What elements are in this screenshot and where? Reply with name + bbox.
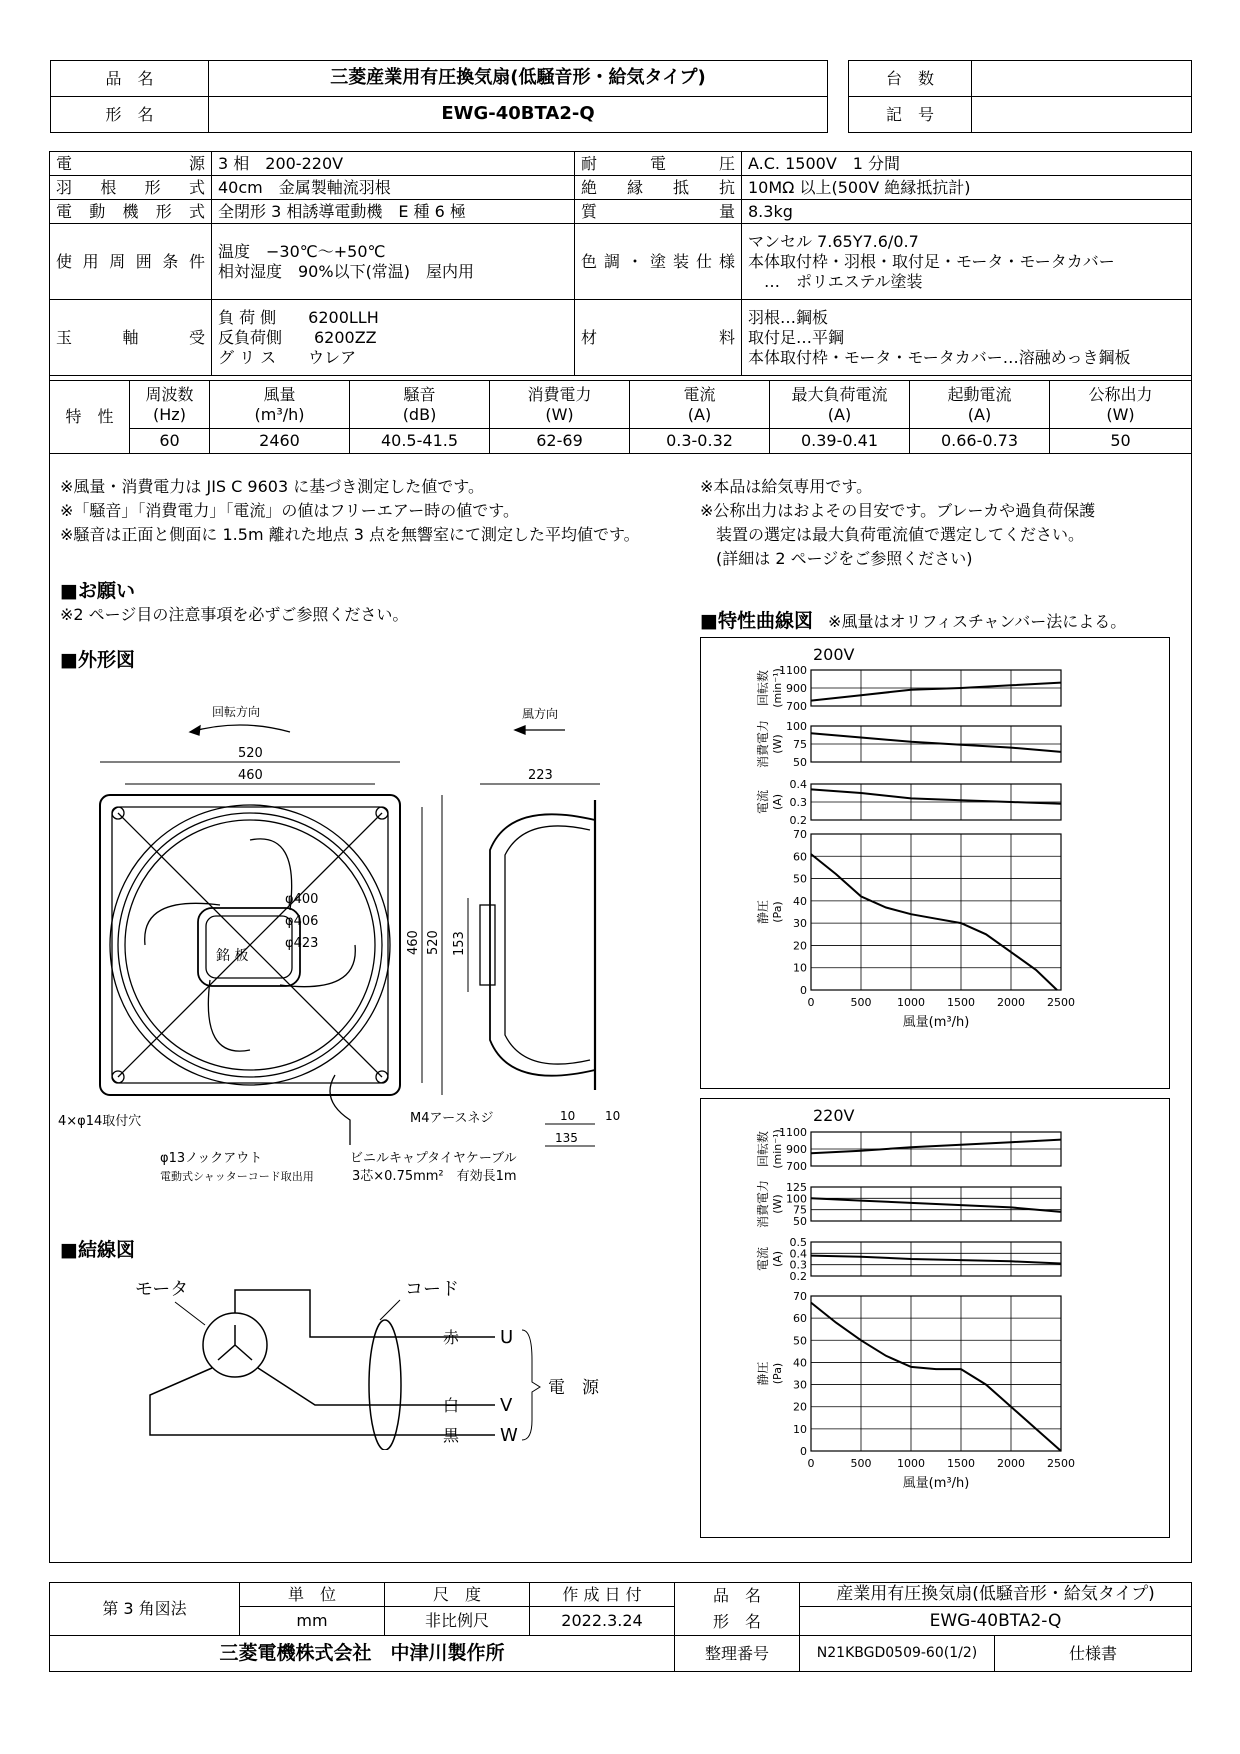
dim-135: 135 xyxy=(555,1131,578,1145)
footer-model-label: 形 名 xyxy=(712,1612,761,1631)
env-label: 使用周囲条件 xyxy=(50,224,212,300)
date-value: 2022.3.24 xyxy=(530,1607,675,1636)
holes-label: 4×φ14取付穴 xyxy=(58,1114,142,1129)
curve-note: ※風量はオリフィスチャンバー法による。 xyxy=(828,612,1127,631)
dim-153: 153 xyxy=(452,931,467,956)
x-tick-label: 1000 xyxy=(897,1457,925,1470)
y-axis-unit: (A) xyxy=(771,1250,784,1268)
char-header: 周波数 (Hz) xyxy=(130,381,210,429)
bearing-line: グ リ ス ウレア xyxy=(218,347,357,367)
dim-d423: φ423 xyxy=(285,936,319,951)
cable xyxy=(330,1075,350,1145)
x-tick-label: 1500 xyxy=(947,996,975,1009)
y-tick-label: 900 xyxy=(786,682,807,695)
footer-product-label: 品 名 xyxy=(712,1586,761,1605)
doc-type: 仕様書 xyxy=(995,1636,1192,1672)
characteristics-label: 特 性 xyxy=(50,381,130,454)
env-line: 相対湿度 90%以下(常温) 屋内用 xyxy=(218,261,475,281)
y-axis-label: 静圧 xyxy=(756,899,770,925)
chart-200v xyxy=(701,638,1169,1088)
chart-title: 220V xyxy=(813,1106,855,1125)
dim-v520: 520 xyxy=(426,930,441,955)
projection: 第 3 角図法 xyxy=(50,1583,240,1636)
char-value: 2460 xyxy=(210,429,350,454)
outline-drawing xyxy=(50,680,690,1200)
dim-223: 223 xyxy=(528,768,553,783)
y-axis-unit: (W) xyxy=(771,1194,784,1214)
x-tick-label: 2000 xyxy=(997,1457,1025,1470)
x-tick-label: 500 xyxy=(850,1457,872,1470)
y-axis-unit: (Pa) xyxy=(771,1362,784,1385)
material-value xyxy=(742,300,1192,376)
y-tick-label: 0.4 xyxy=(789,778,807,791)
header-table xyxy=(50,60,828,133)
chart-frame-220v xyxy=(700,1098,1170,1538)
insulation-label: 絶縁抵抗 xyxy=(575,176,742,200)
y-tick-label: 0.3 xyxy=(789,1258,807,1272)
y-axis-label: 電流 xyxy=(756,1246,770,1272)
char-header: 消費電力 (W) xyxy=(490,381,630,429)
u-label: U xyxy=(500,1327,514,1348)
note-line: ※「騒音」「消費電力」「電流」の値はフリーエアー時の値です。 xyxy=(60,501,520,520)
rotation-arrow xyxy=(190,725,290,732)
qty-table xyxy=(848,60,1192,133)
y-tick-label: 0.3 xyxy=(789,796,807,809)
knockout-note: 電動式シャッターコード取出用 xyxy=(160,1170,314,1183)
plot-frame xyxy=(811,834,1061,990)
wind-arrow-head xyxy=(515,726,525,734)
char-header: 起動電流 (A) xyxy=(910,381,1050,429)
outline-title: ■外形図 xyxy=(60,649,135,671)
dim-v460: 460 xyxy=(406,930,421,955)
ref-value: N21KBGD0509-60(1/2) xyxy=(800,1636,995,1672)
notes-right xyxy=(700,475,1095,571)
scale-label: 尺 度 xyxy=(385,1583,530,1607)
wiring-diagram xyxy=(120,1270,640,1450)
bearing-label: 玉軸受 xyxy=(50,300,212,376)
cable-spec: 3芯×0.75mm² 有効長1m xyxy=(352,1169,517,1184)
black-label: 黒 xyxy=(443,1426,460,1445)
qty-label: 台 数 xyxy=(849,61,972,97)
characteristics-table xyxy=(49,380,1192,454)
side-motor xyxy=(480,905,495,985)
motor-label: 電動機形式 xyxy=(50,200,212,224)
y-tick-label: 50 xyxy=(793,1215,807,1228)
y-tick-label: 70 xyxy=(793,1290,807,1303)
v-label: V xyxy=(500,1395,513,1416)
series-line xyxy=(811,1140,1061,1154)
dim-d406: φ406 xyxy=(285,914,319,929)
notes-left xyxy=(60,475,640,547)
wire-v xyxy=(258,1368,495,1405)
motor-cover-inner xyxy=(206,916,292,978)
y-tick-label: 10 xyxy=(793,1422,807,1436)
wiring-title: ■結線図 xyxy=(60,1239,135,1261)
earth-label: M4アースネジ xyxy=(410,1111,494,1126)
cable-label: ビニルキャプタイヤケーブル xyxy=(350,1151,517,1166)
y-tick-label: 70 xyxy=(793,828,807,841)
note-line: ※公称出力はおよその目安です。ブレーカや過負荷保護 xyxy=(700,501,1096,520)
cord-label: コード xyxy=(405,1279,459,1300)
x-tick-label: 1500 xyxy=(947,1457,975,1470)
spec-table xyxy=(49,151,1192,376)
char-header: 最大負荷電流 (A) xyxy=(770,381,910,429)
bearing-value xyxy=(212,300,575,376)
color-value xyxy=(742,224,1192,300)
char-value: 50 xyxy=(1050,429,1192,454)
x-tick-label: 1000 xyxy=(897,996,925,1009)
char-value: 0.3-0.32 xyxy=(630,429,770,454)
y-tick-label: 50 xyxy=(793,1334,807,1348)
x-tick-label: 2500 xyxy=(1047,1457,1075,1470)
motor-value: 全閉形 3 相誘導電動機 E 種 6 極 xyxy=(212,200,575,224)
y-tick-label: 1100 xyxy=(779,1126,807,1139)
note-line: ※本品は給気専用です。 xyxy=(700,477,873,496)
y-tick-label: 60 xyxy=(793,1312,807,1326)
y-axis-label: 電流 xyxy=(756,789,770,815)
blade-value: 40cm 金属製軸流羽根 xyxy=(212,176,575,200)
note-line: (詳細は 2 ページをご参照ください) xyxy=(700,549,973,568)
power-brace xyxy=(522,1330,540,1440)
char-value: 60 xyxy=(130,429,210,454)
y-tick-label: 125 xyxy=(786,1181,807,1194)
y-axis-unit: (Pa) xyxy=(771,901,784,923)
curve-heading xyxy=(700,606,1126,633)
note-line: ※騒音は正面と側面に 1.5m 離れた地点 3 点を無響室にて測定した平均値です。 xyxy=(60,525,640,544)
ref-label: 整理番号 xyxy=(675,1636,800,1672)
y-axis-label: 消費電力 xyxy=(756,1179,770,1229)
y-axis-unit: (A) xyxy=(771,793,784,811)
mark-label: 記 号 xyxy=(849,97,972,133)
series-line xyxy=(811,854,1057,990)
nameplate-label: 銘 板 xyxy=(216,948,249,964)
y-tick-label: 75 xyxy=(793,1203,807,1217)
y-axis-unit: (W) xyxy=(771,734,784,754)
power-label: 電 源 xyxy=(548,1378,599,1398)
color-line: 本体取付枠・羽根・取付足・モータ・モータカバー xyxy=(748,251,1115,271)
mass-label: 質量 xyxy=(575,200,742,224)
unit-label: 単 位 xyxy=(240,1583,385,1607)
product-label: 品 名 xyxy=(51,61,209,97)
scale-value: 非比例尺 xyxy=(385,1607,530,1636)
material-line: 本体取付枠・モータ・モータカバー…溶融めっき鋼板 xyxy=(748,347,1131,367)
y-axis-unit: (min⁻¹) xyxy=(771,668,784,708)
dim-520: 520 xyxy=(238,746,263,761)
char-value: 0.66-0.73 xyxy=(910,429,1050,454)
y-tick-label: 700 xyxy=(786,1160,807,1173)
model-label: 形 名 xyxy=(51,97,209,133)
knockout-label: φ13ノックアウト xyxy=(160,1151,263,1166)
material-label: 材料 xyxy=(575,300,742,376)
product-name: 三菱産業用有圧換気扇(低騒音形・給気タイプ) xyxy=(209,61,828,97)
model-name: EWG-40BTA2-Q xyxy=(209,97,828,133)
char-value: 40.5-41.5 xyxy=(350,429,490,454)
insulation-value: 10MΩ 以上(500V 絶縁抵抗計) xyxy=(742,176,1192,200)
request-title: ■お願い xyxy=(60,580,135,602)
rotation-label: 回転方向 xyxy=(212,705,261,719)
y-tick-label: 0 xyxy=(800,984,807,997)
rotation-arrow-head xyxy=(190,726,200,735)
blade-label: 羽根形式 xyxy=(50,176,212,200)
x-tick-label: 0 xyxy=(807,1457,815,1470)
y-tick-label: 100 xyxy=(786,1192,807,1206)
request-text: ※2 ページ目の注意事項を必ずご参照ください。 xyxy=(60,605,409,624)
y-tick-label: 900 xyxy=(786,1143,807,1156)
curve-title: ■特性曲線図 xyxy=(700,610,813,632)
y-tick-label: 700 xyxy=(786,700,807,713)
mark-value xyxy=(972,97,1192,133)
y-tick-label: 30 xyxy=(793,1378,807,1392)
y-tick-label: 0.2 xyxy=(789,814,807,827)
chart-220v xyxy=(701,1099,1169,1537)
series-line xyxy=(811,683,1061,701)
note-line: ※風量・消費電力は JIS C 9603 に基づき測定した値です。 xyxy=(60,477,484,496)
y-axis-label: 回転数 xyxy=(756,669,770,707)
material-line: 羽根…鋼板 xyxy=(748,307,829,327)
env-line: 温度 −30℃～+50℃ xyxy=(218,241,386,261)
bearing-line: 反負荷側 6200ZZ xyxy=(218,327,377,347)
char-value: 0.39-0.41 xyxy=(770,429,910,454)
env-value xyxy=(212,224,575,300)
series-line xyxy=(811,1256,1061,1264)
company: 三菱電機株式会社 中津川製作所 xyxy=(50,1636,675,1672)
chart-frame-200v xyxy=(700,637,1170,1089)
x-axis-label: 風量(m³/h) xyxy=(902,1476,970,1491)
motor-label: モータ xyxy=(135,1279,189,1300)
dim-10b: 10 xyxy=(605,1109,621,1123)
y-tick-label: 20 xyxy=(793,1400,807,1414)
color-line: マンセル 7.65Y7.6/0.7 xyxy=(748,231,919,251)
dim-460: 460 xyxy=(238,768,263,783)
side-body-inner xyxy=(505,826,590,1064)
footer-labels xyxy=(675,1583,800,1636)
color-label: 色調・塗装仕様 xyxy=(575,224,742,300)
power-value: 3 相 200-220V xyxy=(212,152,575,176)
y-tick-label: 0.2 xyxy=(789,1270,807,1283)
withstand-value: A.C. 1500V 1 分間 xyxy=(742,152,1192,176)
motor-windings xyxy=(218,1325,252,1360)
w-label: W xyxy=(500,1425,518,1446)
char-header: 公称出力 (W) xyxy=(1050,381,1192,429)
y-axis-label: 回転数 xyxy=(756,1130,770,1168)
qty-value xyxy=(972,61,1192,97)
y-tick-label: 100 xyxy=(786,720,807,733)
x-tick-label: 2000 xyxy=(997,996,1025,1009)
dim-d400: φ400 xyxy=(285,892,319,907)
y-axis-label: 消費電力 xyxy=(756,719,770,769)
y-axis-unit: (min⁻¹) xyxy=(771,1129,784,1169)
y-tick-label: 40 xyxy=(793,1356,807,1370)
x-tick-label: 500 xyxy=(850,996,872,1009)
red-label: 赤 xyxy=(443,1328,460,1347)
note-line: 装置の選定は最大負荷電流値で選定してください。 xyxy=(700,525,1085,544)
cord-bundle xyxy=(369,1320,401,1450)
series-line xyxy=(811,733,1061,752)
dim-10a: 10 xyxy=(560,1109,576,1123)
y-tick-label: 30 xyxy=(793,917,807,931)
char-header: 風量 (m³/h) xyxy=(210,381,350,429)
x-tick-label: 2500 xyxy=(1047,996,1075,1009)
color-line: … ポリエステル塗装 xyxy=(748,271,923,291)
plot-frame xyxy=(811,1296,1061,1451)
y-tick-label: 0.4 xyxy=(789,1247,807,1261)
footer-model: EWG-40BTA2-Q xyxy=(800,1607,1192,1636)
char-header: 騒音 (dB) xyxy=(350,381,490,429)
footer-product-name: 産業用有圧換気扇(低騒音形・給気タイプ) xyxy=(800,1583,1192,1607)
y-tick-label: 50 xyxy=(793,756,807,769)
wind-label: 風方向 xyxy=(522,707,559,721)
char-header: 電流 (A) xyxy=(630,381,770,429)
y-tick-label: 10 xyxy=(793,961,807,975)
unit-value: mm xyxy=(240,1607,385,1636)
material-line: 取付足…平鋼 xyxy=(748,327,845,347)
char-value: 62-69 xyxy=(490,429,630,454)
footer-table xyxy=(49,1582,1192,1672)
power-label: 電源 xyxy=(50,152,212,176)
y-tick-label: 1100 xyxy=(779,664,807,677)
y-axis-label: 静圧 xyxy=(756,1361,770,1386)
y-tick-label: 0 xyxy=(800,1445,807,1458)
withstand-label: 耐電圧 xyxy=(575,152,742,176)
x-tick-label: 0 xyxy=(807,996,815,1009)
y-tick-label: 50 xyxy=(793,872,807,886)
y-tick-label: 75 xyxy=(793,738,807,751)
date-label: 作 成 日 付 xyxy=(530,1583,675,1607)
x-axis-label: 風量(m³/h) xyxy=(902,1015,970,1030)
bearing-line: 負 荷 側 6200LLH xyxy=(218,307,379,327)
chart-title: 200V xyxy=(813,645,855,664)
y-tick-label: 0.5 xyxy=(789,1236,807,1249)
y-tick-label: 60 xyxy=(793,850,807,864)
white-label: 白 xyxy=(443,1396,460,1415)
y-tick-label: 40 xyxy=(793,894,807,908)
y-tick-label: 20 xyxy=(793,939,807,953)
mass-value: 8.3kg xyxy=(742,200,1192,224)
